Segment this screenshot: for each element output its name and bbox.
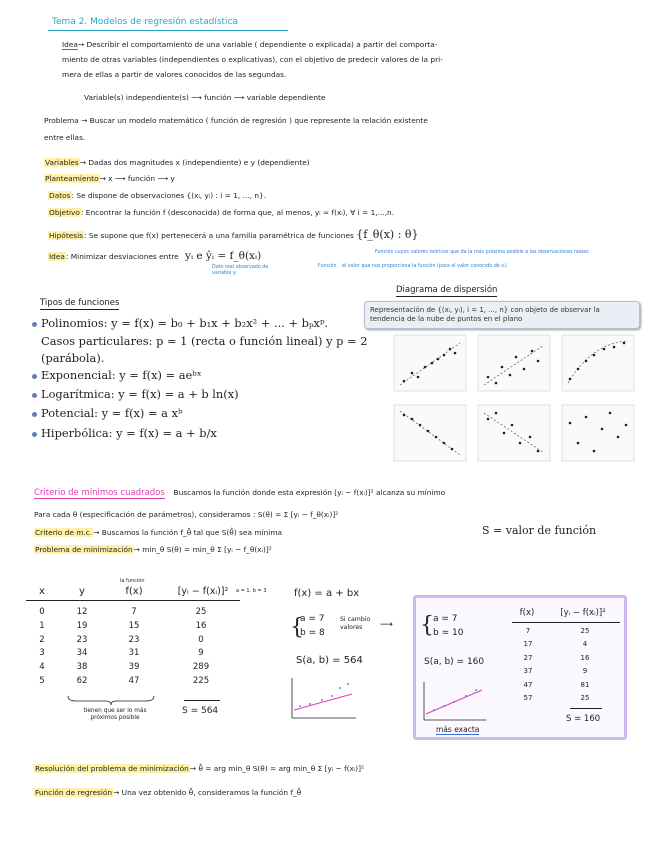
idea2-label: Idea — [49, 252, 65, 261]
table-cell: 81 — [580, 680, 590, 689]
idea-line-1: Idea→ Describir el comportamiento de una variable ( dependiente o explicada) a partir del comporta- — [62, 40, 438, 49]
page-title: Tema 2. Modelos de regresión estadística — [52, 17, 239, 27]
table1-header-y: y — [79, 586, 85, 597]
minimos-line-3: Problema de minimización→ min_θ S(θ) = min_θ Σ [yᵢ − f_θ(xᵢ)]² — [35, 545, 272, 554]
minimos-heading-line: Criterio de mínimos cuadrados Buscamos la función donde esta expresión [yᵢ − f(xᵢ)]² alcanza su mínimo — [34, 488, 446, 498]
hipotesis-line: Hipótesis: Se supone que f(x) pertenecerá a una familia paramétrica de funciones {f_θ(x) : θ} — [49, 228, 419, 241]
table-cell: 7 — [525, 627, 531, 635]
variables-label: Variables — [45, 158, 79, 167]
idea2-formula: yᵢ e ŷᵢ = f_θ(xᵢ) — [185, 250, 262, 262]
bullet-polinomios — [32, 322, 37, 327]
table-cell: 9 — [582, 667, 588, 676]
table1-col-sq — [186, 606, 216, 689]
table-cell: 31 — [128, 648, 140, 659]
minimos-line-2: Criterio de m.c.→ Buscamos la función f_θ̂ tal que S(θ̂) sea mínima — [35, 528, 283, 537]
table-cell: 17 — [523, 640, 533, 649]
planteamiento-label: Planteamiento — [45, 174, 99, 183]
mid-brace: { — [290, 615, 304, 640]
table1-header-x: x — [39, 586, 45, 597]
table2-col-sq — [570, 625, 600, 705]
idea-line-2: miento de otras variables (independientes o explicativas), con el objetivo de predecir valores de la pri- — [62, 55, 443, 64]
table-cell: 39 — [128, 662, 140, 673]
hipotesis-label: Hipótesis — [49, 231, 84, 240]
table-cell: 38 — [76, 662, 88, 673]
table1-col-y — [70, 606, 94, 689]
table-cell: 1 — [39, 620, 45, 631]
scatter-plot-5 — [478, 405, 550, 461]
table-cell: 289 — [192, 662, 210, 673]
problema-line-2: entre ellas. — [44, 133, 86, 142]
resolucion-label: Resolución del problema de minimización — [35, 764, 189, 773]
resolucion-line: Resolución del problema de minimización→ θ̂ = arg min_θ S(θ) = arg min_θ Σ [yᵢ − f(xᵢ)]² — [35, 764, 364, 773]
minimos-line-1: Para cada θ (especificación de parámetros), consideramos : S(θ) = Σ [yᵢ − f_θ(xᵢ)]² — [34, 510, 339, 519]
table-cell: 7 — [131, 607, 137, 617]
idea2-note-right: Función cuyos valores teóricos que da la más próxima posible a las observaciones reales — [375, 250, 589, 255]
funcion-regresion-line: Función de regresión→ Una vez obtenido θ̂, consideramos la función f_θ̂ — [35, 788, 302, 797]
table2-header-rule — [512, 622, 620, 623]
box-a: a = 7 — [433, 614, 458, 624]
table1-header-sq: [yᵢ − f(xᵢ)]² — [177, 586, 229, 597]
table-cell: 12 — [76, 607, 88, 617]
box-caption: más exacta — [436, 725, 480, 734]
objetivo-line: Objetivo: Encontrar la función f (desconocida) de forma que, al menos, yᵢ ≈ f(xᵢ), ∀ i = 1,...,n. — [49, 208, 395, 217]
table-cell: 25 — [195, 607, 207, 617]
table-cell: 9 — [198, 648, 204, 659]
hipotesis-formula: {f_θ(x) : θ} — [356, 228, 419, 241]
table-cell: 5 — [39, 675, 45, 686]
variables-line: Variables→ Dadas dos magnitudes x (independiente) e y (dependiente) — [45, 158, 310, 167]
table1-header-fx: f(x) — [125, 586, 143, 597]
problema-label: Problema — [44, 116, 79, 125]
tipos-heading: Tipos de funciones — [40, 298, 120, 308]
datos-line: Datos: Se dispone de observaciones {(xᵢ, yᵢ) : i = 1, ..., n}. — [49, 191, 267, 200]
mini-regression-plot-2 — [420, 680, 490, 724]
arrow-right-icon: ⟶ — [380, 620, 393, 630]
funcion-regresion-label: Función de regresión — [35, 788, 113, 797]
idea2-line: Idea: Minimizar desviaciones entre yᵢ e ŷᵢ = f_θ(xᵢ) — [49, 250, 262, 262]
table2-col-fx — [516, 625, 540, 705]
table1-col-x — [30, 606, 54, 689]
idea-flow: Variable(s) independiente(s) ⟶ función ⟶ variable dependiente — [84, 93, 326, 102]
box-brace: { — [420, 613, 434, 638]
table1-params: a = 1, b = 3 — [236, 588, 267, 594]
table-cell: 15 — [128, 620, 140, 631]
table-cell: 23 — [76, 634, 88, 645]
table-cell: 25 — [580, 627, 590, 635]
mid-change-note: Si cambio valores — [340, 616, 371, 631]
scatter-plot-6 — [562, 405, 634, 461]
bullet-logaritmica — [32, 393, 37, 398]
table-cell: 16 — [580, 653, 590, 662]
mini-regression-plot-1 — [288, 676, 358, 722]
table1-col-fx — [122, 606, 146, 689]
scatter-plots-grid — [392, 333, 638, 465]
title-underline — [48, 30, 288, 31]
table-cell: 0 — [39, 607, 45, 617]
table-cell: 47 — [523, 680, 533, 689]
minimos-heading: Criterio de mínimos cuadrados — [34, 488, 165, 498]
table-cell: 225 — [192, 675, 210, 686]
criterio-label: Criterio de m.c. — [35, 528, 93, 537]
table-cell: 4 — [582, 640, 588, 649]
table1-header-note: la función — [120, 578, 145, 584]
problema-min-label: Problema de minimización — [35, 545, 133, 554]
table-cell: 47 — [128, 675, 140, 686]
table-cell: 0 — [198, 634, 204, 645]
tipos-item-2: (parábola). — [41, 351, 105, 365]
table1-brace-note: tienen que ser lo más próximos posible — [83, 708, 147, 722]
tipos-item-1: Casos particulares: p = 1 (recta o función lineal) y p = 2 — [41, 334, 368, 348]
table1-sum: S = 564 — [182, 706, 219, 716]
bullet-potencial — [32, 412, 37, 417]
table2-sum-rule — [570, 708, 602, 709]
tipos-item-4: Logarítmica: y = f(x) = a + b ln(x) — [41, 387, 239, 401]
box-b: b = 10 — [433, 628, 464, 638]
tipos-item-6: Hiperbólica: y = f(x) = a + b/x — [41, 426, 217, 440]
table-cell: 23 — [128, 634, 140, 645]
scatter-plot-1 — [394, 335, 466, 391]
table-cell: 16 — [195, 620, 207, 631]
objetivo-label: Objetivo — [49, 208, 80, 217]
tipos-item-5: Potencial: y = f(x) = a xᵇ — [41, 406, 183, 420]
table2-header-sq: [yᵢ − f(xᵢ)]² — [560, 608, 606, 618]
table-cell: 4 — [39, 662, 45, 673]
box-s: S(a, b) = 160 — [424, 657, 485, 667]
table1-sum-rule — [184, 700, 220, 701]
problema-line-1: Problema → Buscar un modelo matemático ( función de regresión ) que represente la relación existente — [44, 116, 428, 125]
tipos-item-3: Exponencial: y = f(x) = aeᵇˣ — [41, 368, 202, 382]
datos-label: Datos — [49, 191, 71, 200]
scatter-plot-2 — [478, 335, 550, 391]
s-value-note: S = valor de función — [482, 524, 597, 537]
planteamiento-line: Planteamiento→ x ⟶ función ⟶ y — [45, 174, 175, 183]
mid-a: a = 7 — [300, 614, 325, 624]
diagrama-callout: Representación de {(xᵢ, yᵢ), i = 1, ..., n} con objeto de observar la tendencia de la nube de puntos en el plano — [364, 301, 640, 329]
mid-s: S(a, b) = 564 — [296, 655, 363, 666]
idea-line-3: mera de ellas a partir de valores conocidos de las segundas. — [62, 70, 287, 79]
idea-label: Idea — [62, 40, 78, 49]
table-cell: 57 — [523, 693, 533, 702]
table-cell: 37 — [523, 667, 533, 676]
bullet-hiperbolica — [32, 432, 37, 437]
idea2-note-mid: Función — [318, 264, 337, 269]
mid-b: b = 8 — [300, 628, 325, 638]
mid-equation: f(x) = a + bx — [294, 588, 360, 599]
scatter-plot-3 — [562, 335, 634, 391]
idea2-note-mid2: el valor que nos proporciona la función (para el valor conocido de xᵢ) — [342, 264, 507, 269]
table2-sum: S = 160 — [566, 714, 601, 724]
table2-header-fx: f(x) — [519, 608, 535, 618]
scatter-plot-4 — [394, 405, 466, 461]
table-cell: 27 — [523, 653, 533, 662]
table-cell: 34 — [76, 648, 88, 659]
table1-header-rule — [26, 600, 240, 601]
table-cell: 25 — [580, 693, 590, 702]
idea2-note-left: Dato real observado de variable yᵢ — [212, 265, 269, 276]
table-cell: 3 — [39, 648, 45, 659]
table-cell: 2 — [39, 634, 45, 645]
tipos-item-0: Polinomios: y = f(x) = b₀ + b₁x + b₂x² + ... + bₚxᵖ. — [41, 316, 329, 330]
brace-icon — [66, 694, 156, 706]
diagrama-heading: Diagrama de dispersión — [396, 285, 498, 295]
table-cell: 62 — [76, 675, 88, 686]
bullet-exponencial — [32, 374, 37, 379]
table-cell: 19 — [76, 620, 88, 631]
